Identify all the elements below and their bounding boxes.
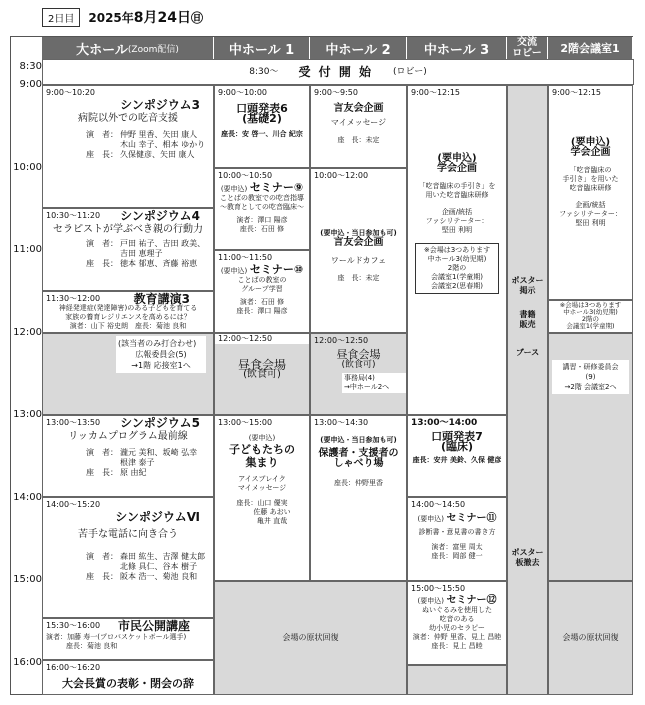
session-subtitle: ことばの教室での吃音指導 [220,194,304,202]
session-subtitle: 吃音臨床研修 [569,184,612,192]
speaker: 演者：仲野 里香、見上 昌睦 [412,633,502,641]
session-time: 9:00〜12:15 [411,88,461,97]
session-title: 口頭発表6 [236,102,288,115]
time-label: 8:30 [19,61,42,72]
time-label: 12:00 [13,327,42,338]
session-title: シンポジウム3 [120,98,200,112]
registration-tag: (要申込) [437,153,477,164]
speakers: 根津 泰子 [120,458,155,467]
session-title: シンポジウム4 [120,209,200,223]
chair: 座長：山口 優実 [236,499,288,507]
room1-venue-note [548,300,633,333]
session-title: 市民公開講座 [117,619,190,633]
reception-row [42,59,634,85]
facilitator-label: ファシリテーター： [425,217,489,225]
speakers: 吉田 恵理子 [120,249,163,258]
registration-tag: (要申込) [570,137,611,148]
restore-venue-room1 [548,581,633,695]
session-time: 13:00〜14:00 [411,418,478,428]
registration-tag: (要申込) [220,267,248,275]
session-subtitle: 家族の養育レジリエンスを高めるには？ [65,313,191,321]
session-title: セミナー⑨ [249,181,304,194]
office-note-line: →中ホール2へ [344,383,390,391]
room1-society-program [548,85,633,300]
restore-label: 会場の原状回復 [562,633,619,642]
speakers: 木山 幸子、相本 ゆかり [120,140,206,149]
lunch-note [116,336,206,373]
hall1-seminar-10 [214,250,310,333]
chair: 座長：菊池 良和 [135,322,187,330]
speaker: 演者：山下 裕史朗 [69,322,128,330]
hall2-parents-talk [310,415,407,581]
booth: ブース [515,348,540,357]
session-subtitle: ワールドカフェ [330,256,387,265]
session-title: 昼食会場 [237,358,286,372]
day-badge: 2日目 [42,8,80,27]
facilitator-label: 企画/統括 [441,208,473,216]
time-label: 13:00 [13,409,42,420]
role-label: 座 長： [86,468,118,477]
session-title: 集まり [245,456,279,469]
session-subtitle: 「吃音臨床の [569,166,612,174]
session-subtitle: 病院以外での吃音支援 [78,113,178,124]
session-subtitle: 幼小児のセラピー [429,624,485,632]
facilitator-name: 堅田 利明 [441,226,473,234]
session-time: 15:30〜16:00 [46,621,101,630]
session-time: 15:00〜15:50 [411,584,466,593]
session-subtitle: ぬいぐるみを使用した [422,606,492,614]
speakers: 瀧元 美和、坂崎 弘幸 [120,448,198,457]
schedule-grid [10,36,633,695]
venue-note-line: 2階の [581,315,600,323]
speaker: 演者：澤口 陽彦 [236,216,288,224]
session-subtitle: 苦手な電話に向き合う [78,529,178,540]
registration-tag: (要申込) [417,597,444,605]
session-title: 口頭発表7 [431,430,483,443]
chairs: 阪本 浩一、菊池 良和 [120,572,198,581]
session-time: 10:00〜10:50 [218,171,273,180]
reception-label: 受 付 開 始 [298,65,374,79]
lunch-note-line: (該当者のみ打合わせ) [118,339,197,348]
reception-time: 8:30〜 [249,67,279,77]
session-subtitle: グループ学習 [241,285,283,293]
venue-note-line: 中ホール3(幼児期) [563,308,618,316]
col-header-hall-2: 中ホール 2 [310,37,407,59]
session-time: 13:00〜15:00 [218,418,273,427]
session-subtitle: 診断書・意見書の書き方 [418,528,496,536]
hall1-oral-6 [214,85,310,168]
date-header [42,6,203,28]
session-subtitle: 用いた吃音臨床研修 [425,191,489,199]
hall3-oral-7 [407,415,507,497]
venue-note-line: ※会場は3つあります [423,246,491,254]
speaker: 演者：石田 修 [239,298,285,306]
office-note-line: 事務局(4) [344,374,375,382]
hall3-seminar-11 [407,497,507,581]
session-title: 大会長賞の表彰・閉会の辞 [62,677,194,690]
session-time: 9:00〜9:50 [314,88,358,97]
main-symposium-5 [42,415,214,497]
session-title: セミナー⑩ [249,263,304,276]
hall3-seminar-12 [407,581,507,665]
poster-removal: 板撤去 [515,558,540,567]
hall1-lunch [214,333,310,415]
restore-venue-halls-1-2 [214,581,407,695]
speaker: 演者：富里 周太 [431,543,483,551]
session-title: 教育講演3 [133,292,190,306]
chairs: 徳本 郁恵、斉藤 裕恵 [120,259,198,268]
session-time: 13:00〜14:30 [314,418,369,427]
session-subtitle: ことばの教室の [237,276,287,284]
chair: 座長：安井 美鈴、久保 健彦 [412,456,502,464]
date-text: 2025年8月24日㊐ [88,10,204,26]
time-label: 14:00 [13,492,42,503]
chair: 座長：見上 昌睦 [431,642,483,650]
session-subtitle: 手引き」を用いた [562,175,619,183]
session-time: 14:00〜15:20 [46,500,101,509]
hall2-genyukai-worldcafe [310,168,407,333]
session-time: 16:00〜16:20 [46,663,101,672]
time-label: 11:00 [13,244,42,255]
facilitator-label: ファシリテーター： [559,210,622,218]
chair: 亀井 直哉 [256,517,288,525]
session-time: 10:00〜12:00 [314,171,369,180]
session-time: 11:00〜11:50 [218,253,273,262]
time-label: 10:00 [13,162,42,173]
lunch-note-line: →1階 応接室1へ [131,361,191,370]
venue-note-line: 会議室2(思春期) [431,282,483,290]
hall2-lunch [310,333,407,415]
session-time: 9:00〜10:20 [46,88,96,97]
committee-note [552,360,629,394]
hall3-empty [407,665,507,695]
session-subtitle: (飲食可) [341,360,376,370]
time-label: 9:00 [19,79,42,90]
session-subtitle: 吃音のある [439,615,475,623]
hall1-kids-gathering [214,415,310,581]
speakers: 戸田 祐子、吉田 政美、 [120,239,206,248]
restore-label: 会場の原状回復 [282,633,339,642]
registration-tag: (要申込・当日参加も可) [320,436,397,444]
chair: 座長：岡部 健一 [431,552,483,560]
office-note [342,373,406,393]
book-sales: 販売 [519,320,536,329]
session-time: 10:30〜11:20 [46,211,101,220]
col-header-hall-1: 中ホール 1 [214,37,310,59]
main-symposium-4 [42,208,214,291]
role-label: 座 長： [86,150,118,159]
committee-note-line: (9) [585,373,596,381]
facilitator-label: 企画/統括 [575,201,606,209]
session-time: 9:00〜12:15 [552,88,602,97]
session-title: シンポジウムⅥ [115,510,200,524]
chair: 座 長：未定 [337,136,380,144]
role-label: 演 者： [86,130,118,139]
chairs: 久保健彦、矢田 康人 [120,150,195,159]
session-time: 12:00〜12:50 [215,334,309,344]
chair: 佐藤 あおい [253,508,291,516]
chair: 座長：石田 修 [239,225,285,233]
session-subtitle: アイスブレイク [238,475,286,483]
hall1-seminar-9 [214,168,310,250]
col-header-lobby: 交流 ロビー [507,37,548,59]
venue-note-line: 中ホール3(幼児期) [427,255,487,263]
session-title: しゃべり場 [333,458,384,469]
book-sales: 書籍 [519,310,536,319]
role-label: 演 者： [86,552,118,561]
speakers: 仲野 里香、矢田 康人 [120,130,198,139]
registration-tag: (要申込) [417,515,444,523]
main-education-lecture-3 [42,291,214,333]
session-title: セミナー⑫ [446,595,497,606]
main-symposium-6 [42,497,214,618]
venue-note-line: 会議室1(学童期) [566,322,615,330]
room1-midday-block [548,333,633,581]
venue-note-line: 会議室1(学童期) [431,273,483,281]
session-title: 昼食会場 [336,348,381,361]
session-time: 9:00〜10:00 [218,88,268,97]
session-title: 学会企画 [437,163,477,174]
session-title: 保護者・支援者の [318,448,399,459]
session-title: 学会企画 [570,147,611,158]
role-label: 演 者： [86,239,118,248]
session-subtitle: 〜教育としての吃音臨床〜 [220,203,304,211]
role-label: 演 者： [86,448,118,457]
main-closing [42,660,214,695]
venue-note-line: ※会場は3つあります [559,301,622,309]
session-time: 12:00〜12:50 [314,336,369,345]
poster-display: 掲示 [519,286,536,295]
chairs: 原 由紀 [120,468,147,477]
session-subtitle: マイメッセージ [237,484,287,492]
facilitator-name: 堅田 利明 [575,219,606,227]
venue-note-box [415,243,499,294]
col-header-main-hall: 大ホール (Zoom配信) [42,37,214,59]
time-label: 16:00 [13,657,42,668]
session-title: 言友会企画 [333,237,384,248]
registration-tag: (要申込) [248,434,276,442]
session-time: 14:00〜14:50 [411,500,466,509]
chair: 座長：菊池 良和 [66,642,118,650]
poster-removal: ポスター [511,548,544,557]
session-subtitle: (飲食可) [243,369,281,380]
lunch-note-line: 広報委員会(5) [135,350,187,359]
committee-note-line: 講習・研修委員会 [562,363,619,371]
speaker: 演者：加藤 寿一(プロバスケットボール選手) [46,633,187,641]
speakers: 北條 具仁、谷本 樹子 [120,562,198,571]
session-title: セミナー⑪ [446,513,497,524]
session-title: (基礎2) [242,112,282,125]
session-subtitle: マイメッセージ [330,118,387,127]
hall3-society-program [407,85,507,415]
chair: 座 長：未定 [337,274,380,282]
session-title: シンポジウム5 [120,416,200,430]
main-lunch-block [42,333,214,415]
main-symposium-3 [42,85,214,208]
chair: 座長：澤口 陽彦 [236,307,288,315]
main-public-lecture [42,618,214,660]
session-title: 子どもたちの [229,443,295,456]
session-subtitle: リッカムプログラム最前線 [68,431,188,442]
lobby-column [507,85,548,695]
hall2-genyukai-message [310,85,407,168]
time-label: 15:00 [13,574,42,585]
session-subtitle: 「吃音臨床の手引き」を [418,182,496,190]
reception-note: (ロビー) [393,67,427,77]
chair: 座長：仲野里香 [334,479,383,487]
committee-note-line: →2階 会議室2へ [564,383,617,391]
poster-display: ポスター [511,276,544,285]
session-subtitle: 神経発達症(発達障害)のある子どもを育てる [58,304,198,312]
col-header-meeting-room: 2階会議室1 [548,37,633,59]
role-label: 座 長： [86,572,118,581]
session-title: 言友会企画 [333,103,384,114]
role-label: 座 長： [86,259,118,268]
session-subtitle: セラピストが学ぶべき親の行動力 [53,224,203,235]
session-time: 11:30〜12:00 [46,294,101,303]
col-header-hall-3: 中ホール 3 [407,37,507,59]
chair: 座長：安 啓一、川合 紀宗 [221,130,303,138]
session-title: (臨床) [440,440,474,453]
registration-tag: (要申込・当日参加も可) [320,229,397,237]
session-time: 13:00〜13:50 [46,418,101,427]
speakers: 森田 紘生、吉澤 健太郎 [120,552,206,561]
venue-note-line: 2階の [447,264,467,272]
registration-tag: (要申込) [220,185,248,193]
